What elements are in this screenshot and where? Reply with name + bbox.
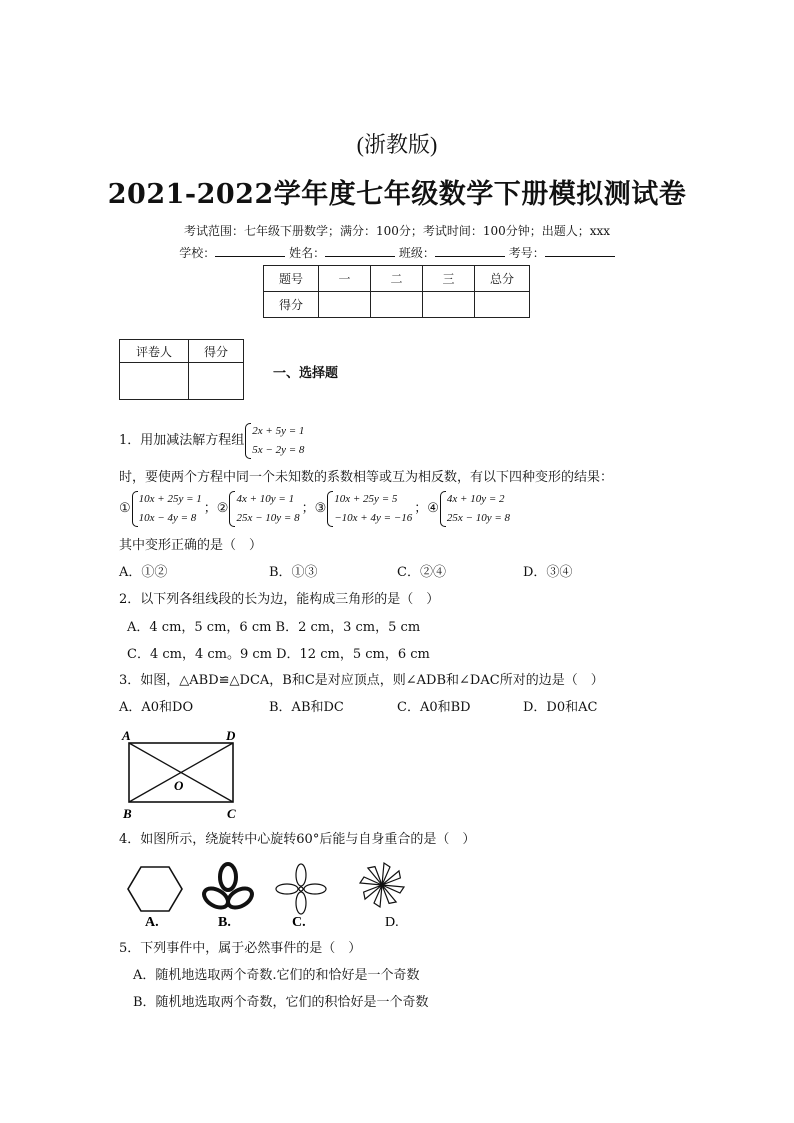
question-3-stem: 3．如图，△ABD≌△DCA，B和C是对应顶点，则∠ADB和∠DAC所对的边是（ ） <box>119 673 604 688</box>
vertex-label-a: A <box>122 728 131 743</box>
exam-number-blank[interactable] <box>545 244 615 257</box>
grader-header-cell: 得分 <box>189 340 244 363</box>
separator: ； <box>203 501 217 516</box>
score-table <box>263 265 530 318</box>
school-blank[interactable] <box>215 244 285 257</box>
option-b[interactable]: B．AB和DC <box>269 700 344 715</box>
score-header-cell: 题号 <box>264 266 319 292</box>
rectangle-diagonals-figure <box>116 724 246 824</box>
score-cell[interactable] <box>319 292 371 318</box>
grader-cell[interactable] <box>189 363 244 400</box>
score-row-label: 得分 <box>264 292 319 318</box>
equation: 2x + 5y = 1 <box>252 425 305 437</box>
option-d[interactable]: D．③④ <box>523 565 573 580</box>
trefoil-icon[interactable] <box>201 864 256 911</box>
score-header-cell: 三 <box>423 266 475 292</box>
equation: 4x + 10y = 2 <box>446 493 505 505</box>
hexagon-icon[interactable] <box>128 867 182 911</box>
exam-title: 2021-2022学年度七年级数学下册模拟测试卷 <box>107 179 687 210</box>
equation: 10x − 4y = 8 <box>138 512 197 524</box>
equation: 10x + 25y = 1 <box>138 493 202 505</box>
question-5-option-b[interactable]: B．随机地选取两个奇数，它们的积恰好是一个奇数 <box>133 995 429 1010</box>
exam-number-label: 考号： <box>508 246 545 260</box>
equation: 5x − 2y = 8 <box>252 444 305 456</box>
four-petal-flower-icon[interactable] <box>276 864 326 914</box>
question-3-options <box>119 700 599 716</box>
shape-label-c: C. <box>292 915 306 930</box>
class-blank[interactable] <box>435 244 505 257</box>
school-label: 学校： <box>179 246 216 260</box>
separator: ； <box>414 501 428 516</box>
option-c[interactable]: C．A0和BD <box>397 700 471 715</box>
score-header-cell: 总分 <box>475 266 530 292</box>
variant-system <box>229 490 299 528</box>
question-5-option-a[interactable]: A．随机地选取两个奇数.它们的和恰好是一个奇数 <box>133 968 420 983</box>
question-2-options-line1[interactable]: A．4 cm，5 cm，6 cm B．2 cm，3 cm，5 cm <box>127 620 421 635</box>
equation: −10x + 4y = −16 <box>334 512 413 524</box>
exam-info: 考试范围：七年级下册数学；满分：100分；考试时间：100分钟；出题人；xxx <box>183 224 611 238</box>
equation: 4x + 10y = 1 <box>236 493 295 505</box>
grader-table <box>119 339 244 400</box>
rotation-shapes-figure <box>120 855 420 930</box>
class-label: 班级： <box>398 246 435 260</box>
variant-system <box>132 490 202 528</box>
option-b[interactable]: B．①③ <box>269 565 318 580</box>
score-cell[interactable] <box>475 292 530 318</box>
table-row <box>120 340 244 363</box>
name-label: 姓名： <box>289 246 326 260</box>
exam-edition-subtitle: (浙教版) <box>356 132 438 157</box>
student-fields <box>0 244 794 261</box>
vertex-label-c: C <box>227 806 236 821</box>
score-cell[interactable] <box>423 292 475 318</box>
variant-mark: ③ <box>314 501 327 516</box>
variant-mark: ① <box>119 501 131 516</box>
score-cell[interactable] <box>371 292 423 318</box>
score-header-cell: 一 <box>319 266 371 292</box>
section-title: 一、选择题 <box>273 366 339 381</box>
equation-system <box>245 422 304 460</box>
shape-label-d: D. <box>385 915 399 930</box>
equation: 25x − 10y = 8 <box>236 512 300 524</box>
center-label-o: O <box>174 778 184 793</box>
question-1-question: 其中变形正确的是（ ） <box>119 538 263 553</box>
option-d[interactable]: D．D0和AC <box>523 700 598 715</box>
question-5-stem: 5．下列事件中，属于必然事件的是（ ） <box>119 941 362 956</box>
question-1-stem <box>119 422 306 460</box>
separator: ； <box>301 501 315 516</box>
grader-cell[interactable] <box>120 363 189 400</box>
shape-label-a: A. <box>145 915 159 930</box>
question-1-stem-text: 1．用加减法解方程组 <box>119 433 245 448</box>
shape-label-b: B. <box>218 915 231 930</box>
variant-system <box>440 490 510 528</box>
vertex-label-b: B <box>123 806 132 821</box>
name-blank[interactable] <box>325 244 395 257</box>
variant-system <box>327 490 412 528</box>
equation: 25x − 10y = 8 <box>446 512 511 524</box>
eight-blade-pinwheel-icon[interactable] <box>360 863 404 907</box>
vertex-label-d: D <box>226 728 236 743</box>
table-row <box>264 292 530 318</box>
variant-mark: ② <box>216 501 229 516</box>
question-1-options <box>119 565 599 581</box>
option-c[interactable]: C．②④ <box>397 565 446 580</box>
table-row <box>120 363 244 400</box>
table-row <box>264 266 530 292</box>
option-a[interactable]: A．①② <box>119 565 168 580</box>
question-1-variants <box>119 490 512 528</box>
score-header-cell: 二 <box>371 266 423 292</box>
question-1-text: 时，要使两个方程中同一个未知数的系数相等或互为相反数，有以下四种变形的结果： <box>119 470 614 485</box>
question-4-stem: 4．如图所示，绕旋转中心旋转60°后能与自身重合的是（ ） <box>119 832 476 847</box>
variant-mark: ④ <box>427 501 439 516</box>
equation: 10x + 25y = 5 <box>334 493 398 505</box>
question-2-stem: 2．以下列各组线段的长为边，能构成三角形的是（ ） <box>119 592 440 607</box>
grader-header-cell: 评卷人 <box>120 340 189 363</box>
option-a[interactable]: A．A0和DO <box>119 700 194 715</box>
question-2-options-line2[interactable]: C．4 cm，4 cm。9 cm D．12 cm，5 cm，6 cm <box>127 647 430 662</box>
